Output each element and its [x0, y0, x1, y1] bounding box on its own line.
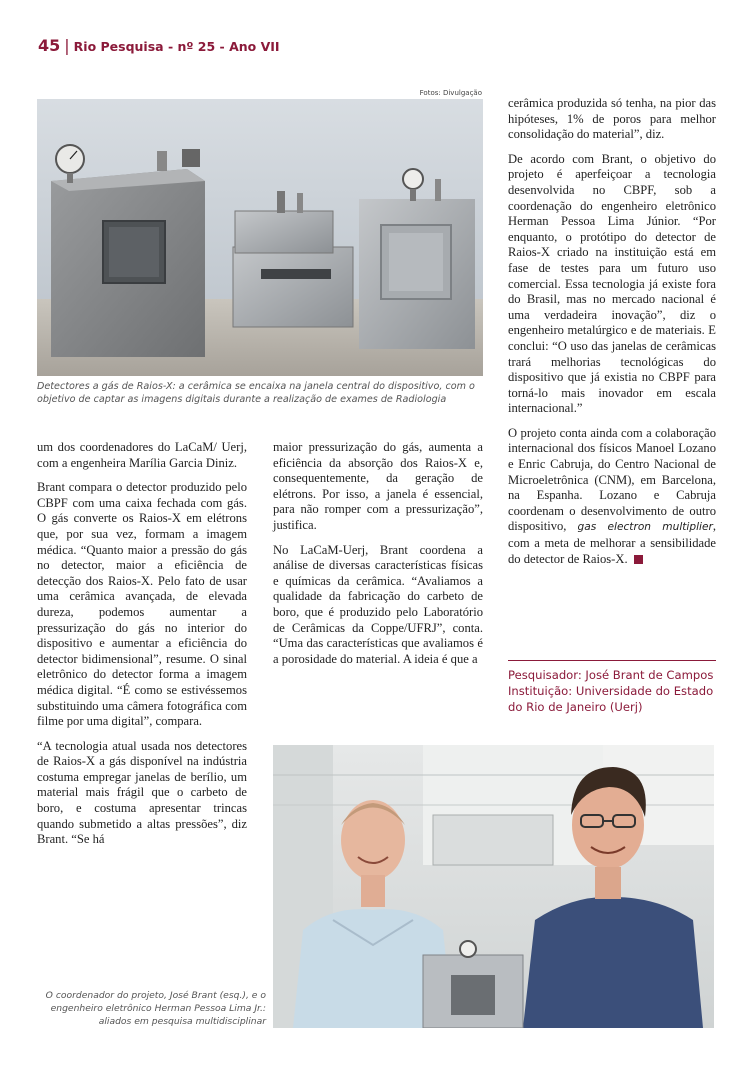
article-column-1: [37, 440, 247, 857]
col2-paragraph-2: No LaCaM-Uerj, Brant coordena a análise de diversas características físicas e químicas da cerâmica. “Avaliamos a qualidade da fabricação do carbeto de boro, que é produzido pelo Laboratório de Cerâmicas da Coppe/UFRJ”, conta. “Uma das características que avaliamos é a porosidade do material. A ideia é que a: [273, 542, 483, 666]
col3-paragraph-3-text-a: O projeto conta ainda com a colaboração internacional dos físicos Manoel Lozano e Enric Cabruja, do Centro Nacional de Microeletrônica (CNM), em Barcelona, na Espanha. Lozano e Cabruja coordenam o desenvolvimento de outro dispositivo,: [508, 425, 716, 534]
page-number: 45: [38, 36, 61, 55]
researcher-name: Pesquisador: José Brant de Campos: [508, 668, 714, 682]
col1-paragraph-2: Brant compara o detector produzido pelo CBPF com uma caixa fechada com gás. O gás converte os Raios-X em elétrons que, por sua vez, formam a imagem médica. “Quanto maior a pressão do gás no detector, maior a eficiência de detecção dos Raios-X. Pelo fato de usar uma cerâmica avançada, de elevada dureza, podemos aumentar a pressurização do gás no interior do dispositivo e aumentar a eficiência do detector bidimensional”, resume. O sinal eletrônico do detector forma a imagem médica digital. “É como se estivéssemos substituindo uma câmera fotográfica com filme por uma digital”, compara.: [37, 480, 247, 729]
detectors-photo: [37, 99, 483, 376]
publication-title: Rio Pesquisa - nº 25 - Ano VII: [73, 39, 280, 54]
col3-paragraph-2: De acordo com Brant, o objetivo do projeto é aperfeiçoar a tecnologia desenvolvida no CBPF, sob a coordenação do engenheiro eletrônico Herman Pessoa Lima Júnior. “Por enquanto, o protótipo do detector de Raios-X criado na instituição está em fase de testes para um futuro uso comercial. Essa tecnologia já existe fora do Brasil, mas no mercado nacional é uma verdadeira inovação”, diz o engenheiro metalúrgico e de materiais. E conclui: “O uso das janelas de cerâmicas trará melhorias tecnológicas do dispositivo que já existia no CBPF para torná-lo mais inovador em escala internacional.”: [508, 151, 716, 416]
page-header: [38, 36, 280, 55]
col2-paragraph-1: maior pressurização do gás, aumenta a eficiência da absorção dos Raios-X e, consequentemente, da geração de elétrons. Por isso, a janela é essencial, para não romper com a pressurização”, justifica.: [273, 440, 483, 532]
photo-caption-detectors: Detectores a gás de Raios-X: a cerâmica se encaixa na janela central do dispositivo, com o objetivo de captar as imagens digitais durante a realização de exames de Radiologia: [37, 381, 475, 405]
col3-paragraph-3-emphasis: gas electron multiplier: [577, 521, 713, 534]
col3-paragraph-3-text-b: , com a meta de melhorar a sensibilidade do detector de Raios-X.: [508, 519, 716, 566]
col3-paragraph-1: cerâmica produzida só tenha, na pior das hipóteses, 1% de poros para melhor consolidação do material”, diz.: [508, 96, 716, 142]
header-separator: |: [64, 36, 70, 55]
col1-paragraph-3: “A tecnologia atual usada nos detectores de Raios-X a gás disponível na indústria costuma empregar janelas de berílio, um material mais frágil que o carbeto de boro, e costuma apresentar trincas quando submetido a altas pressões”, diz Brant. “Se há: [37, 738, 247, 847]
photo-caption-researchers: O coordenador do projeto, José Brant (esq.), e o engenheiro eletrônico Herman Pessoa Lima Jr.: aliados em pesquisa multidisciplinar: [45, 990, 266, 1027]
researchers-photo: [273, 745, 714, 1028]
col3-paragraph-3: [508, 426, 716, 567]
researcher-box: [508, 667, 718, 715]
researcher-institution: Instituição: Universidade do Estado do Rio de Janeiro (Uerj): [508, 684, 714, 714]
article-column-2: [273, 440, 483, 676]
end-of-article-mark: [634, 555, 643, 564]
photo-credit: Fotos: Divulgação: [419, 89, 482, 97]
col1-paragraph-1: um dos coordenadores do LaCaM/ Uerj, com a engenheira Marília Garcia Diniz.: [37, 440, 247, 470]
article-column-3: [508, 96, 716, 576]
researcher-divider: [508, 660, 716, 661]
